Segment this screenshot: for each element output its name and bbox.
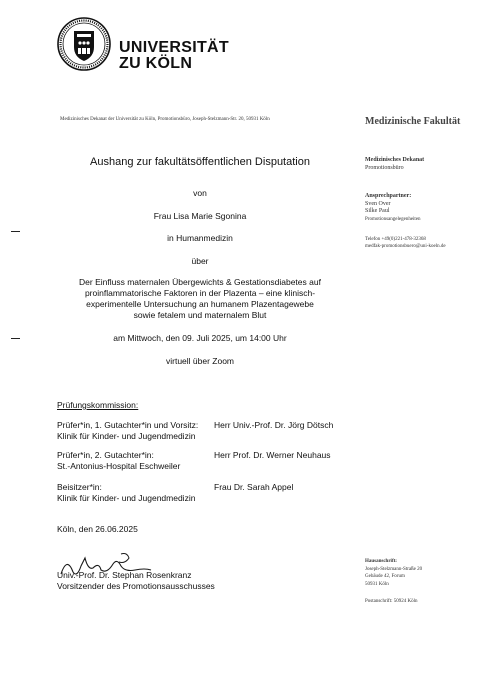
member-name: Herr Prof. Dr. Werner Neuhaus: [214, 450, 331, 460]
address-line-3: 50931 Köln: [365, 581, 389, 587]
signature-block: [57, 570, 215, 591]
disputation-location: virtuell über Zoom: [165, 356, 235, 366]
member-clinic: Klinik für Kinder- und Jugendmedizin: [57, 430, 196, 441]
degree-program: in Humanmedizin: [167, 233, 233, 243]
thesis-line-4: sowie fetalem und maternalem Blut: [133, 310, 267, 320]
von-label: von: [193, 188, 207, 198]
office-line2: Promotionsbüro: [365, 164, 404, 171]
university-name: [119, 40, 229, 72]
thesis-line-3: experimentelle Untersuchung an humanem Plazentagewebe: [86, 299, 314, 309]
thesis-title: [40, 277, 360, 321]
committee-member-3: [57, 482, 195, 503]
address-block: [365, 558, 422, 588]
contact-name-1: Sven Over: [365, 200, 391, 207]
thesis-line-1: Der Einfluss maternalen Übergewichts & Gestationsdiabetes auf: [79, 277, 321, 287]
faculty-name: Medizinische Fakultät: [365, 116, 461, 127]
sender-line: Medizinisches Dekanat der Universität zu Köln, Promotionsbüro, Joseph-Stelzmann-Str. 20, 50931 Köln: [60, 117, 270, 122]
university-name-line1: UNIVERSITÄT: [119, 39, 229, 56]
contact-block: [365, 193, 421, 223]
email-address[interactable]: medfak-promotionsbuero@uni-koeln.de: [365, 243, 446, 249]
contacts-label: Ansprechpartner:: [365, 193, 412, 199]
contact-topic: Promotionsangelegenheiten: [365, 216, 421, 222]
candidate-name: Frau Lisa Marie Sgonina: [153, 211, 247, 221]
member-name: Herr Univ.-Prof. Dr. Jörg Dötsch: [214, 420, 334, 430]
fold-mark: [11, 231, 20, 232]
thesis-line-2: proinflammatorische Faktoren in der Plazenta – eine klinisch-: [84, 288, 316, 298]
member-clinic: St.-Antonius-Hospital Eschweiler: [57, 460, 181, 471]
office-line1: Medizinisches Dekanat: [365, 157, 425, 163]
notice-title: Aushang zur fakultätsöffentlichen Disputation: [90, 156, 310, 168]
phone-number: Telefon +49(0)221-478-32368: [365, 237, 426, 242]
member-role: Prüfer*in, 2. Gutachter*in:: [57, 450, 154, 460]
committee-heading: Prüfungskommission:: [57, 400, 139, 410]
contact-details: [365, 237, 446, 250]
member-clinic: Klinik für Kinder- und Jugendmedizin: [57, 492, 196, 503]
university-name-line2: ZU KÖLN: [119, 55, 193, 72]
office-block: [365, 157, 424, 172]
ueber-label: über: [191, 256, 209, 266]
punch-mark: [11, 338, 20, 339]
postal-address: Postanschrift: 50924 Köln: [365, 599, 418, 604]
committee-member-2: [57, 450, 180, 471]
disputation-date: am Mittwoch, den 09. Juli 2025, um 14:00 Uhr: [113, 333, 287, 343]
member-role: Prüfer*in, 1. Gutachter*in und Vorsitz:: [57, 420, 199, 430]
contact-name-2: Silke Paul: [365, 208, 390, 214]
signer-role: Vorsitzender des Promotionsausschusses: [57, 580, 215, 591]
signer-name: Univ.-Prof. Dr. Stephan Rosenkranz: [57, 570, 192, 580]
address-line-1: Joseph-Stelzmann-Straße 20: [365, 566, 423, 572]
committee-member-1: [57, 420, 198, 441]
place-date: Köln, den 26.06.2025: [57, 524, 138, 534]
address-label: Hausanschrift:: [365, 559, 397, 564]
member-role: Beisitzer*in:: [57, 482, 102, 492]
university-seal-icon: [57, 17, 111, 71]
member-name: Frau Dr. Sarah Appel: [214, 482, 294, 492]
address-line-2: Gebäude 42, Forum: [365, 574, 405, 579]
